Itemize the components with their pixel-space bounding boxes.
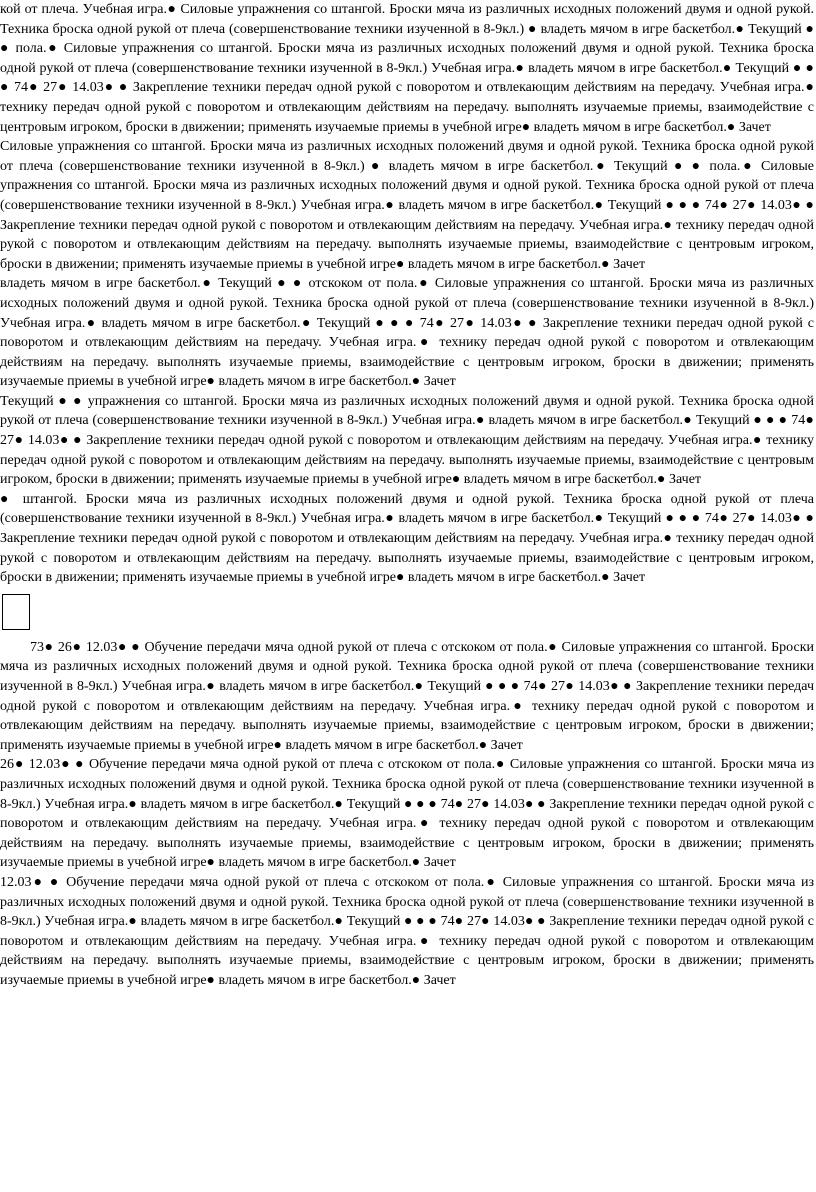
paragraph-7: 26● 12.03● ● Обучение передачи мяча одной рукой от плеча с отскоком от пола.● Силовые упражнения со штангой. Броски мяча из различных исходных положений двумя и одной рукой. Техника броска одной рукой от плеча (совершенствование техники изученной в 8-9кл.) Учебная игра.● владеть мячом в игре баскетбол.● Текущий ● ● ● 74● 27● 14.03● ● Закрепление техники передач одной рукой с поворотом и отвлекающим действиям на передачу. Учебная игра.● технику передач одной рукой с поворотом и отвлекающим действиям на передачу. выполнять изучаемые приемы, взаимодействие с центровым игроком, броски в движении; применять изучаемые приемы в учебной игре● владеть мячом в игре баскетбол.● Зачет	[0, 757, 814, 871]
paragraph-4: Текущий ● ● упражнения со штангой. Броски мяча из различных исходных положений двумя и одной рукой. Техника броска одной рукой от плеча (совершенствование техники изученной в 8-9кл.) Учебная игра.● владеть мячом в игре баскетбол.● Текущий ● ● ● 74● 27● 14.03● ● Закрепление техники передач одной рукой с поворотом и отвлекающим действиям на передачу. Учебная игра.● технику передач одной рукой с поворотом и отвлекающим действиям на передачу. выполнять изучаемые приемы, взаимодействие с центровым игроком, броски в движении; применять изучаемые приемы в учебной игре● владеть мячом в игре баскетбол.● Зачет	[0, 393, 814, 488]
empty-frame-box	[2, 594, 30, 630]
paragraph-8: 12.03● ● Обучение передачи мяча одной рукой от плеча с отскоком от пола.● Силовые упражнения со штангой. Броски мяча из различных исходных положений двумя и одной рукой. Техника броска одной рукой от плеча (совершенствование техники изученной в 8-9кл.) Учебная игра.● владеть мячом в игре баскетбол.● Текущий ● ● ● 74● 27● 14.03● ● Закрепление техники передач одной рукой с поворотом и отвлекающим действиям на передачу. Учебная игра.● технику передач одной рукой с поворотом и отвлекающим действиям на передачу. выполнять изучаемые приемы, взаимодействие с центровым игроком, броски в движении; применять изучаемые приемы в учебной игре● владеть мячом в игре баскетбол.● Зачет	[0, 874, 814, 988]
paragraph-2: Силовые упражнения со штангой. Броски мяча из различных исходных положений двумя и одной рукой. Техника броска одной рукой от плеча (совершенствование техники изученной в 8-9кл.) ● владеть мячом в игре баскетбол.● Текущий ● ● пола.● Силовые упражнения со штангой. Броски мяча из различных исходных положений двумя и одной рукой. Техника броска одной рукой от плеча (совершенствование техники изученной в 8-9кл.) Учебная игра.● владеть мячом в игре баскетбол.● Текущий ● ● ● 74● 27● 14.03● ● Закрепление техники передач одной рукой с поворотом и отвлекающим действиям на передачу. Учебная игра.● технику передач одной рукой с поворотом и отвлекающим действиям на передачу. выполнять изучаемые приемы, взаимодействие с центровым игроком, броски в движении; применять изучаемые приемы в учебной игре● владеть мячом в игре баскетбол.● Зачет	[0, 139, 814, 272]
paragraph-3: владеть мячом в игре баскетбол.● Текущий ● ● отскоком от пола.● Силовые упражнения со штангой. Броски мяча из различных исходных положений двумя и одной рукой. Техника броска одной рукой от плеча (совершенствование техники изученной в 8-9кл.) Учебная игра.● владеть мячом в игре баскетбол.● Текущий ● ● ● 74● 27● 14.03● ● Закрепление техники передач одной рукой с поворотом и отвлекающим действиям на передачу. Учебная игра.● технику передач одной рукой с поворотом и отвлекающим действиям на передачу. выполнять изучаемые приемы, взаимодействие с центровым игроком, броски в движении; применять изучаемые приемы в учебной игре● владеть мячом в игре баскетбол.● Зачет	[0, 276, 814, 390]
paragraph-5: ● штангой. Броски мяча из различных исходных положений двумя и одной рукой. Техника броска одной рукой от плеча (совершенствование техники изученной в 8-9кл.) Учебная игра.● владеть мячом в игре баскетбол.● Текущий ● ● ● 74● 27● 14.03● ● Закрепление техники передач одной рукой с поворотом и отвлекающим действиям на передачу. Учебная игра.● технику передач одной рукой с поворотом и отвлекающим действиям на передачу. выполнять изучаемые приемы, взаимодействие с центровым игроком, броски в движении; применять изучаемые приемы в учебной игре● владеть мячом в игре баскетбол.● Зачет	[0, 491, 814, 586]
paragraph-1: кой от плеча. Учебная игра.● Силовые упражнения со штангой. Броски мяча из различных исходных положений двумя и одной рукой. Техника броска одной рукой от плеча (совершенствование техники изученной в 8-9кл.) ● владеть мячом в игре баскетбол.● Текущий ● ● пола.● Силовые упражнения со штангой. Броски мяча из различных исходных положений двумя и одной рукой. Техника броска одной рукой от плеча (совершенствование техники изученной в 8-9кл.) Учебная игра.● владеть мячом в игре баскетбол.● Текущий ● ● ● 74● 27● 14.03● ● Закрепление техники передач одной рукой с поворотом и отвлекающим действиям на передачу. Учебная игра.● технику передач одной рукой с поворотом и отвлекающим действиям на передачу. выполнять изучаемые приемы, взаимодействие с центровым игроком, броски в движении; применять изучаемые приемы в учебной игре● владеть мячом в игре баскетбол.● Зачет	[0, 2, 814, 135]
paragraph-6: 73● 26● 12.03● ● Обучение передачи мяча одной рукой от плеча с отскоком от пола.● Силовые упражнения со штангой. Броски мяча из различных исходных положений двумя и одной рукой. Техника броска одной рукой от плеча (совершенствование техники изученной в 8-9кл.) Учебная игра.● владеть мячом в игре баскетбол.● Текущий ● ● ● 74● 27● 14.03● ● Закрепление техники передач одной рукой с поворотом и отвлекающим действиям на передачу. Учебная игра.● технику передач одной рукой с поворотом и отвлекающим действиям на передачу. выполнять изучаемые приемы, взаимодействие с центровым игроком, броски в движении; применять изучаемые приемы в учебной игре● владеть мячом в игре баскетбол.● Зачет	[0, 639, 814, 753]
